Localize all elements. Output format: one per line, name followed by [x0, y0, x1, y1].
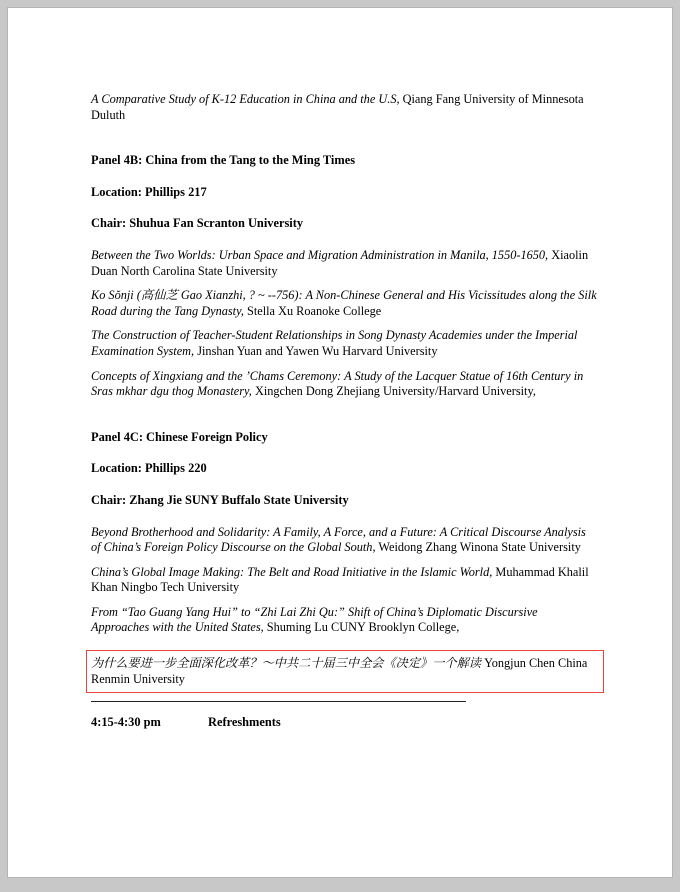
- paper-title: From “Tao Guang Yang Hui” to “Zhi Lai Zhi Qu:” Shift of China’s Diplomatic Discursive Approaches with the United States,: [91, 604, 538, 635]
- highlighted-paper-entry: [86, 650, 604, 693]
- panel-4c-name: Panel 4C: Chinese Foreign Policy: [91, 429, 268, 444]
- panel-4c-chair: Chair: Zhang Jie SUNY Buffalo State University: [91, 492, 349, 507]
- paper-title: Concepts of Xingxiang and the ’Chams Ceremony: A Study of the Lacquer Statue of 16th Century in Sras mkhar dgu thog Monastery,: [91, 368, 584, 399]
- document-body: [91, 92, 597, 730]
- document-page: [7, 7, 673, 878]
- paper-title: Beyond Brotherhood and Solidarity: A Family, A Force, and a Future: A Critical Discourse Analysis of China’s Foreign Policy Discourse on the Global South,: [91, 524, 586, 555]
- spacer: [91, 123, 597, 153]
- paper-title: A Comparative Study of K-12 Education in China and the U.S,: [91, 92, 400, 106]
- paper-title: China’s Global Image Making: The Belt and Road Initiative in the Islamic World,: [91, 564, 493, 579]
- paper-author: Muhammad Khalil Khan Ningbo Tech University: [91, 564, 589, 595]
- spacer: [91, 169, 597, 185]
- horizontal-rule: [91, 700, 466, 702]
- paper-author: Jinshan Yuan and Yawen Wu Harvard University: [194, 343, 438, 358]
- paper-entry: [91, 328, 597, 359]
- panel-4c-location: Location: Phillips 220: [91, 461, 207, 476]
- schedule-time: 4:15-4:30 pm: [91, 715, 161, 730]
- paper-author: Weidong Zhang Winona State University: [375, 540, 581, 555]
- paper-author: Stella Xu Roanoke College: [243, 303, 382, 318]
- panel-4b-location: Location: Phillips 217: [91, 184, 207, 199]
- spacer: [91, 445, 597, 461]
- panel-4b-chair: Chair: Shuhua Fan Scranton University: [91, 216, 304, 231]
- paper-title: Ko Sŏnji (高仙芝 Gao Xianzhi, ? ~ --756): A Non-Chinese General and His Vicissitudes along the Silk Road during the Tang Dynasty,: [91, 288, 597, 318]
- spacer: [91, 360, 597, 369]
- paper-entry: [91, 565, 597, 596]
- paper-entry: [91, 369, 597, 400]
- paper-author: Yongjun Chen China Renmin University: [91, 656, 588, 686]
- spacer: [91, 556, 597, 565]
- spacer: [91, 596, 597, 605]
- paper-title-cjk: 为什么要进一步全面深化改革？～中共二十届三中全会《决定》一个解读: [91, 656, 481, 671]
- paper-entry: [91, 288, 597, 319]
- spacer: [91, 232, 597, 248]
- paper-entry: [91, 656, 597, 687]
- paper-author: Shuming Lu CUNY Brooklyn College,: [263, 620, 460, 635]
- paper-author: Xiaolin Duan North Carolina State University: [91, 247, 589, 278]
- spacer: [91, 477, 597, 493]
- spacer: [91, 509, 597, 525]
- spacer: [91, 279, 597, 288]
- spacer: [91, 400, 597, 430]
- paper-title: The Construction of Teacher-Student Relationships in Song Dynasty Academies under the Imperial Examination System,: [91, 328, 578, 358]
- paper-entry: [91, 525, 597, 556]
- spacer: [91, 319, 597, 328]
- paper-author: Qiang Fang University of Minnesota Duluth: [91, 92, 584, 122]
- schedule-activity: Refreshments: [208, 715, 281, 730]
- schedule-row: [91, 715, 597, 730]
- paper-author: Xingchen Dong Zhejiang University/Harvard University,: [251, 384, 536, 399]
- paper-entry: [91, 605, 597, 636]
- spacer: [91, 200, 597, 216]
- panel-4b-name: Panel 4B: China from the Tang to the Ming Times: [91, 153, 356, 168]
- paper-title: Between the Two Worlds: Urban Space and Migration Administration in Manila, 1550-1650,: [91, 247, 549, 262]
- paper-entry: [91, 92, 597, 123]
- paper-entry: [91, 248, 597, 279]
